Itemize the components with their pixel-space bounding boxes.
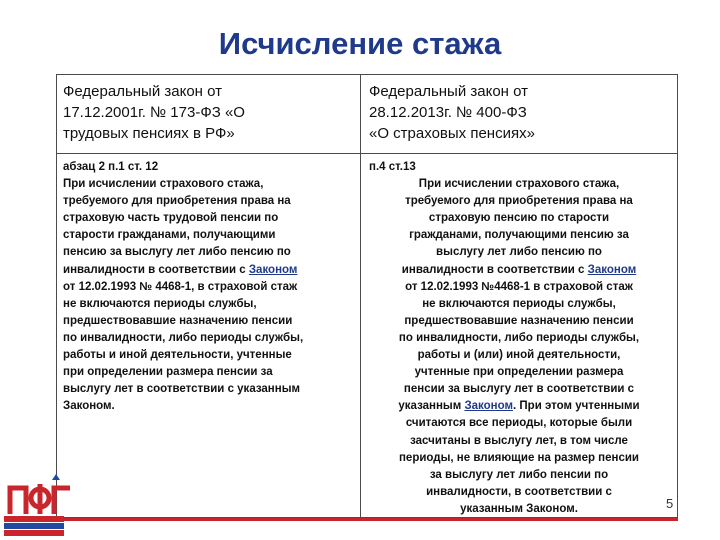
text-line: требуемого для приобретения права на [63, 195, 291, 208]
footer-red-line [56, 518, 678, 521]
law-link[interactable]: Законом [587, 263, 637, 276]
text-fragment: . При этом учтенными [513, 400, 640, 413]
text-line: выслугу лет в соответствии с указанным [63, 383, 301, 396]
law-link[interactable]: Законом [464, 400, 514, 413]
right-law-text [360, 153, 677, 517]
text-line: При исчислении страхового стажа, [63, 178, 264, 191]
header-right-line: «О страховых пенсиях» [369, 125, 535, 142]
text-line: предшествовавшие назначению пенсии [63, 314, 293, 327]
left-law-text [57, 153, 360, 517]
header-right-line: Федеральный закон от [369, 83, 529, 100]
text-line: страховую пенсию по старости [428, 212, 610, 225]
text-fragment: указанным [398, 400, 465, 413]
text-line: выслугу лет либо пенсию по [436, 246, 602, 259]
text-line: п.4 ст.13 [369, 161, 416, 173]
law-link[interactable]: Законом [248, 263, 298, 276]
header-right-law [360, 75, 677, 153]
text-line: работы и иной деятельности, учтенные [63, 349, 292, 362]
text-line: считаются все периоды, которые были [405, 417, 633, 430]
header-left-line: трудовых пенсиях в РФ» [63, 125, 235, 142]
text-line: предшествовавшие назначению пенсии [404, 314, 634, 327]
text-line: не включаются периоды службы, [63, 297, 257, 310]
text-line: учтенные при определении размера [414, 366, 624, 379]
text-line: по инвалидности, либо периоды службы, [398, 331, 640, 344]
text-line: требуемого для приобретения права на [405, 195, 633, 208]
page-title: Исчисление стажа [218, 26, 502, 61]
text-line: по инвалидности, либо периоды службы, [63, 331, 304, 344]
text-line: не включаются периоды службы, [422, 297, 616, 310]
text-line: периоды, не влияющие на размер пенсии [398, 451, 640, 464]
header-left-line: 17.12.2001г. № 173-ФЗ «О [63, 104, 245, 121]
page-number: 5 [666, 496, 674, 511]
header-left-law [57, 75, 360, 153]
text-line: указанным Законом. [460, 502, 578, 515]
text-line: гражданами, получающими пенсию за [409, 229, 629, 242]
text-line: работы и (или) иной деятельности, [417, 349, 621, 362]
comparison-table [56, 74, 678, 518]
text-line: инвалидности, в соответствии с [426, 485, 612, 498]
pfr-logo-icon [0, 470, 80, 540]
text-line: пенсию за выслугу лет либо пенсию по [63, 246, 291, 259]
text-line: при определении размера пенсии за [63, 366, 273, 379]
text-fragment: инвалидности в соответствии с [401, 263, 588, 276]
header-right-line: 28.12.2013г. № 400-ФЗ [369, 104, 527, 121]
text-line: от 12.02.1993 №4468-1 в страховой стаж [405, 280, 633, 293]
text-line: страховую часть трудовой пенсии по [63, 212, 279, 225]
text-line [369, 262, 669, 279]
text-line [63, 262, 354, 279]
text-line: старости гражданами, получающими [63, 229, 276, 242]
text-fragment: инвалидности в соответствии с [63, 263, 249, 276]
text-line: абзац 2 п.1 ст. 12 [63, 161, 159, 173]
text-line: засчитаны в выслугу лет, в том числе [410, 434, 628, 447]
header-left-line: Федеральный закон от [63, 83, 223, 100]
text-line: пенсии за выслугу лет в соответствии с [403, 383, 635, 396]
text-line [369, 398, 669, 415]
text-line: от 12.02.1993 № 4468-1, в страховой стаж [63, 280, 298, 293]
text-line: При исчислении страхового стажа, [418, 178, 620, 191]
text-line: за выслугу лет либо пенсии по [429, 468, 609, 481]
text-line: Законом. [63, 400, 115, 413]
